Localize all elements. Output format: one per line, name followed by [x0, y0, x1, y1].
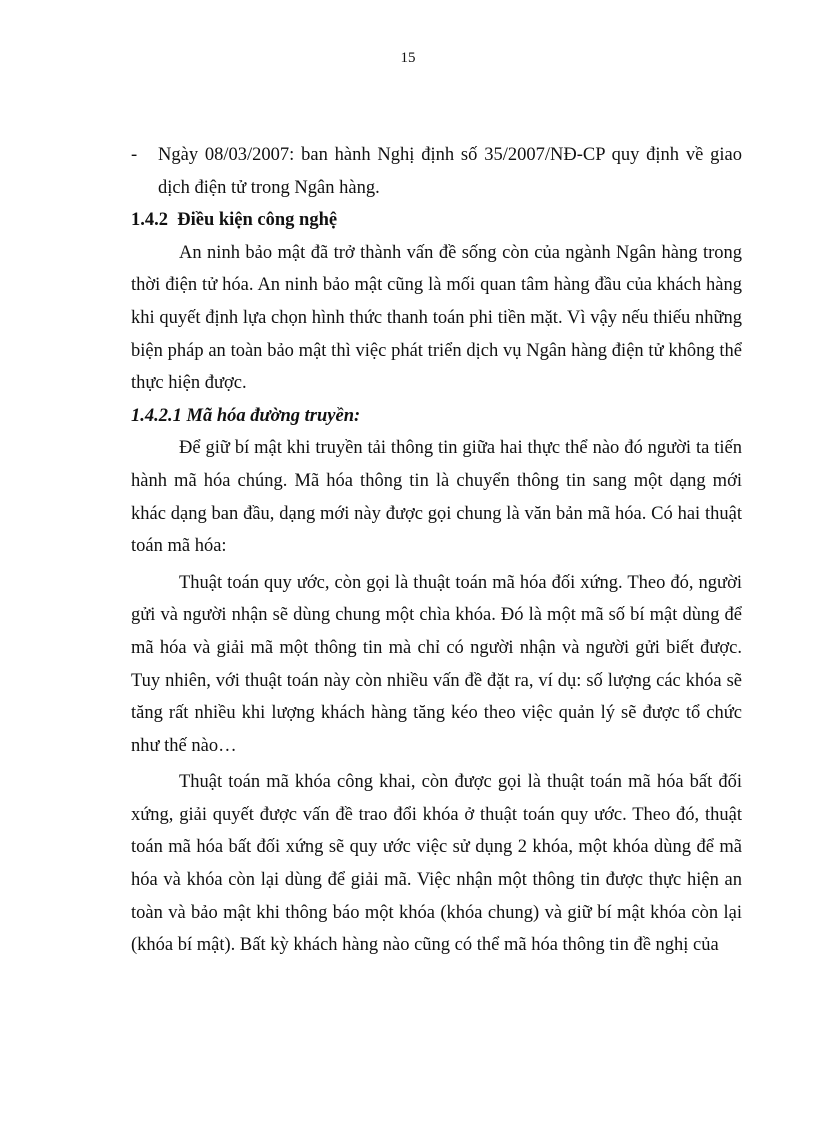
- page-number: 15: [400, 50, 416, 66]
- paragraph: An ninh bảo mật đã trở thành vấn đề sống còn của ngành Ngân hàng trong thời điện tử hóa. An ninh bảo mật cũng là mối quan tâm hàng đầu của khách hàng khi quyết định lựa chọn hình thức thanh toán phi tiền mặt. Vì vậy nếu thiếu những biện pháp an toàn bảo mật thì việc phát triển dịch vụ Ngân hàng điện tử không thể thực hiện được.: [131, 242, 742, 394]
- bullet-item: [131, 139, 742, 204]
- paragraph: Thuật toán quy ước, còn gọi là thuật toán mã hóa đối xứng. Theo đó, người gửi và người nhận sẽ dùng chung một chìa khóa. Đó là một mã số bí mật dùng để mã hóa và giải mã một thông tin mà chỉ có người nhận và người gửi biết được. Tuy nhiên, với thuật toán này còn nhiều vấn đề đặt ra, ví dụ: số lượng các khóa sẽ tăng rất nhiều khi lượng khách hàng tăng kéo theo việc quản lý sẽ được tổ chức như thế nào…: [131, 572, 742, 756]
- section-heading-1-4-2: 1.4.2 Điều kiện công nghệ: [131, 210, 338, 231]
- paragraph: Thuật toán mã khóa công khai, còn được gọi là thuật toán mã hóa bất đối xứng, giải quyết được vấn đề trao đổi khóa ở thuật toán quy ước. Theo đó, thuật toán mã hóa bất đối xứng sẽ quy ước việc sử dụng 2 khóa, một khóa dùng để mã hóa và khóa còn lại dùng để giải mã. Việc nhận một thông tin được thực hiện an toàn và bảo mật khi thông báo một khóa (khóa chung) và giữ bí mật khóa còn lại (khóa bí mật). Bất kỳ khách hàng nào cũng có thể mã hóa thông tin đề nghị của: [131, 772, 742, 956]
- section-heading-1-4-2-1: 1.4.2.1 Mã hóa đường truyền:: [131, 405, 361, 426]
- paragraph: Để giữ bí mật khi truyền tải thông tin giữa hai thực thể nào đó người ta tiến hành mã hóa chúng. Mã hóa thông tin là chuyển thông tin sang một dạng mới khác dạng ban đầu, dạng mới này được gọi chung là văn bản mã hóa. Có hai thuật toán mã hóa:: [131, 438, 742, 557]
- page-content: [131, 139, 742, 962]
- bullet-text: Ngày 08/03/2007: ban hành Nghị định số 35/2007/NĐ-CP quy định về giao dịch điện tử trong Ngân hàng.: [158, 145, 742, 198]
- bullet-marker: -: [131, 145, 138, 165]
